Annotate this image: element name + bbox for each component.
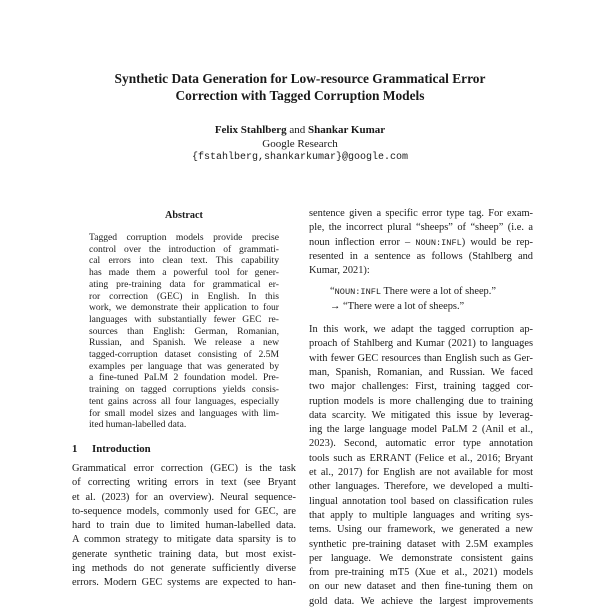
abstract-line: sources than English: German, Romanian, (89, 325, 279, 337)
introduction-body (72, 462, 296, 591)
body-line: synthetic pre-training dataset with 2.5M examples (309, 538, 533, 550)
abstract-line: ited human-labelled data. (89, 419, 187, 431)
right-main-paragraph (309, 323, 533, 609)
abstract-line: Tagged corruption models provide precise (89, 232, 279, 243)
body-line: generate synthetic training data, but most exist- (72, 548, 296, 560)
abstract-body (72, 232, 296, 431)
abstract-line: tagged-corruption dataset consisting of 2.5M (89, 349, 279, 361)
error-tag: NOUN:INFL (415, 237, 462, 248)
abstract-line: Russian, and Spanish. We release a new (89, 337, 279, 349)
title-line: Synthetic Data Generation for Low-resource Grammatical Error (114, 71, 486, 86)
right-top-paragraph (309, 207, 533, 278)
body-line: with fewer GEC resources than English such as Ger- (309, 352, 533, 364)
abstract-line: work, we demonstrate their application to four (89, 302, 279, 314)
author-block (60, 124, 540, 165)
abstract-line: control over the introduction of grammati- (89, 243, 279, 255)
body-line: et al., 2017) for English are not available for most (309, 467, 533, 479)
abstract-heading: Abstract (165, 210, 203, 221)
body-line: Kumar, 2021): (309, 265, 370, 277)
body-line: ing methods do not generate sufficiently diverse (72, 563, 296, 575)
body-line: gold data. We achieve the largest improvements (309, 595, 533, 607)
section-title: Introduction (92, 442, 151, 455)
abstract-line: languages with substantially fewer GEC re- (89, 313, 279, 325)
body-line: to-sequence models, commonly used for GEC, are (72, 505, 296, 517)
body-line: 2023). Second, automatic error type annotation (309, 438, 533, 450)
abstract-line: for small model sizes and languages with lim- (89, 407, 279, 419)
affiliation: Google Research (262, 137, 338, 150)
body-line: data scarcity. We mitigated this issue by leverag- (309, 409, 533, 421)
body-line: proach of Stahlberg and Kumar (2021) to languages (309, 338, 533, 350)
section-number: 1 (72, 442, 78, 455)
body-line: et al. (2023) for an overview). Neural sequence- (72, 491, 296, 503)
body-text: noun inflection error – (309, 236, 416, 248)
paper-title (60, 70, 540, 104)
abstract-line: cal errors into clean text. This capability (89, 255, 279, 267)
body-line: from pre-training mT5 (Xue et al., 2021) models (309, 567, 533, 579)
abstract-line: tent gains across all four languages, especially (89, 395, 279, 407)
body-line (309, 236, 533, 250)
body-line: errors. Modern GEC systems are expected to han- (72, 577, 296, 589)
body-line: two major challenges: First, training tagged cor- (309, 381, 533, 393)
left-column (72, 209, 296, 591)
example-block (309, 285, 533, 314)
body-line: sentence given a specific error type tag. For exam- (309, 208, 533, 219)
body-line: of correcting writing errors in text (see Bryant (72, 477, 296, 489)
right-column (309, 207, 533, 609)
author-name: Shankar Kumar (308, 124, 386, 136)
body-line: on our new dataset and then fine-tuning them on (309, 581, 533, 593)
author-email: {fstahlberg,shankarkumar}@google.com (191, 152, 409, 163)
body-line: tools such as ERRANT (Felice et al., 2016; Bryant (309, 452, 533, 464)
abstract-line: ror correction (GEC) in English. In this (89, 290, 279, 302)
body-text: ) would be rep- (461, 236, 534, 248)
error-tag: NOUN:INFL (334, 287, 382, 298)
body-line: resented in a sentence as follows (Stahlberg and (309, 250, 533, 262)
abstract-line: a fine-tuned PaLM 2 foundation model. Pre- (89, 372, 279, 384)
body-line: Grammatical error correction (GEC) is the task (72, 462, 296, 474)
abstract-line: training on tagged corruptions yields consis- (89, 384, 279, 396)
body-line: A common strategy to mitigate data sparsity is to (72, 534, 296, 546)
body-line: tems. Using our framework, we generated a new (309, 524, 533, 536)
body-line: ple, the incorrect plural “sheeps” of “sheep” (i.e. a (309, 222, 533, 234)
section-heading-introduction (72, 442, 296, 456)
example-target-text: “There were a lot of sheeps.” (343, 300, 465, 312)
abstract-line: has made them a powerful tool for gener- (89, 267, 279, 279)
author-separator: and (289, 124, 306, 136)
abstract-line: ating pre-training data for grammatical er- (89, 278, 279, 290)
author-names (60, 124, 540, 138)
body-line: that apply to multiple languages and writing sys- (309, 509, 533, 521)
body-line: other languages. Therefore, we developed a multi- (309, 481, 533, 493)
example-source (330, 285, 533, 299)
abstract-line: examples per language that was generated by (89, 360, 279, 372)
body-line: In this work, we adapt the tagged corruption ap- (309, 324, 533, 336)
body-line: lingual annotation tool based on classification rules (309, 495, 533, 507)
arrow-icon: → (330, 300, 343, 312)
example-target (330, 300, 533, 314)
title-line: Correction with Tagged Corruption Models (175, 88, 425, 103)
body-line: man, Spanish, Romanian, and Russian. We faced (309, 366, 533, 378)
body-line: hard to train due to limited human-labelled data. (72, 520, 296, 532)
body-line: per language. We demonstrate consistent gains (309, 552, 533, 564)
author-name: Felix Stahlberg (214, 124, 287, 136)
example-source-text: There were a lot of sheep.” (381, 286, 496, 298)
open-quote: “ (330, 286, 335, 298)
body-line: ruption models is more challenging due to training (309, 395, 533, 407)
body-line: ing the large language model PaLM 2 (Anil et al., (309, 424, 533, 436)
